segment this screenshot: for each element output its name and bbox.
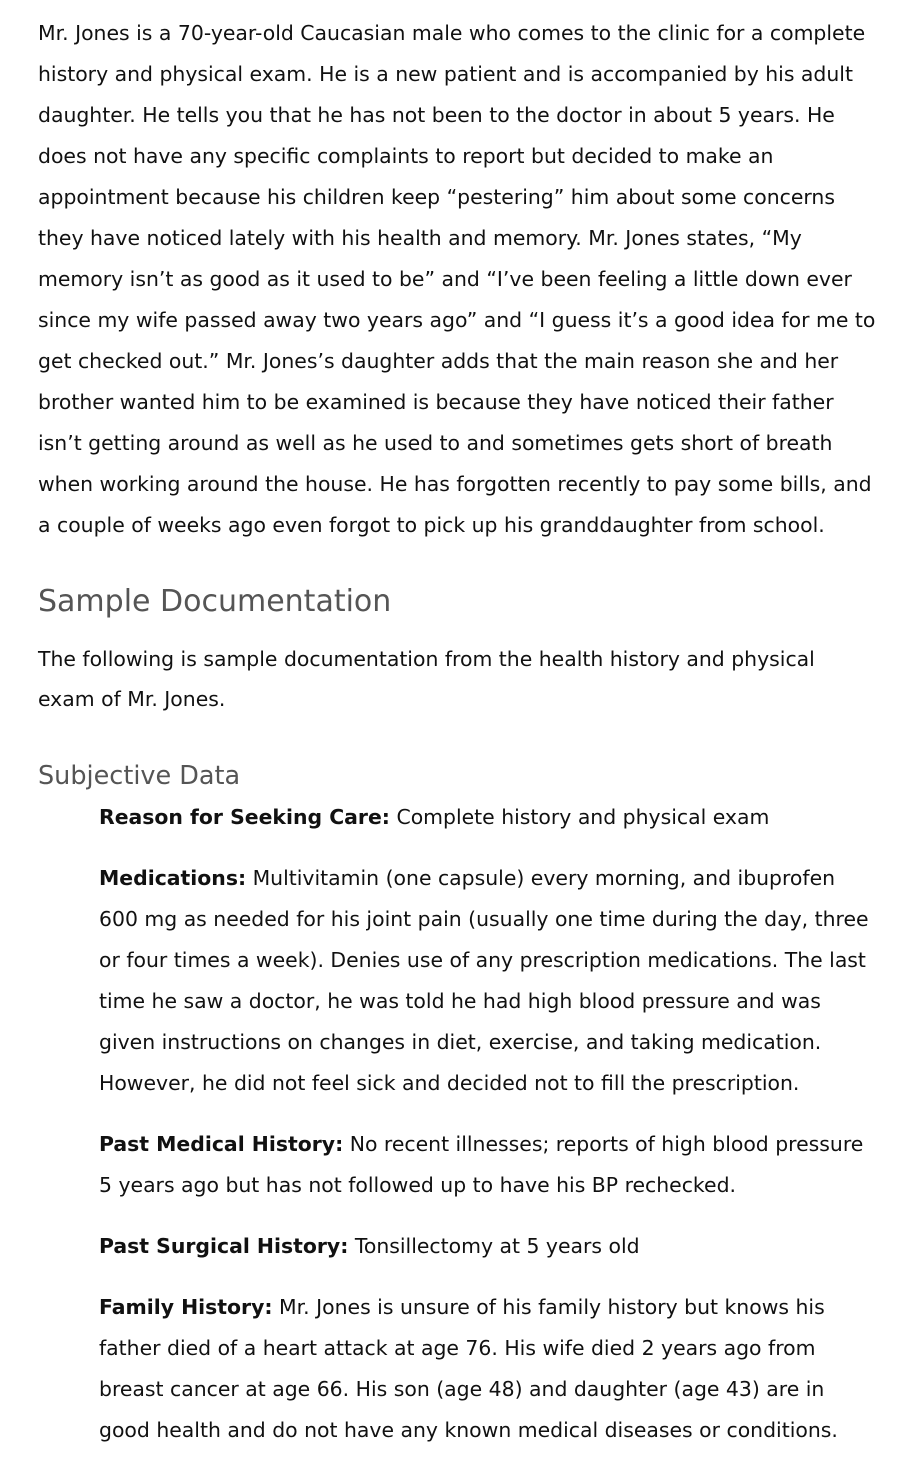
sample-documentation-heading: Sample Documentation <box>38 584 392 619</box>
entry-text: Multivitamin (one capsule) every morning, and ibuprofen 600 mg as needed for his joint pain (usually one time during the day, three or four times a week). Denies use of any prescription medications. The last time he saw a doctor, he was told he had high blood pressure and was given instructions on changes in diet, exercise, and taking medication. However, he did not feel sick and decided not to fill the prescription. <box>99 866 869 1095</box>
entry-past-surgical-history <box>99 1226 879 1267</box>
entry-label: Past Surgical History: <box>99 1234 349 1258</box>
entry-text: Tonsillectomy at 5 years old <box>348 1234 640 1258</box>
entry-text: Complete history and physical exam <box>389 805 770 829</box>
entry-label: Family History: <box>99 1295 273 1319</box>
intro-paragraph: Mr. Jones is a 70-year-old Caucasian male who comes to the clinic for a complete history and physical exam. He is a new patient and is accompanied by his adult daughter. He tells you that he has not been to the doctor in about 5 years. He does not have any specific complaints to report but decided to make an appointment because his children keep “pestering” him about some concerns they have noticed lately with his health and memory. Mr. Jones states, “My memory isn’t as good as it used to be” and “I’ve been feeling a little down ever since my wife passed away two years ago” and “I guess it’s a good idea for me to get checked out.” Mr. Jones’s daughter adds that the main reason she and her brother wanted him to be examined is because they have noticed their father isn’t getting around as well as he used to and sometimes gets short of breath when working around the house. He has forgotten recently to pay some bills, and a couple of weeks ago even forgot to pick up his granddaughter from school. <box>38 21 876 537</box>
entry-label: Medications: <box>99 866 247 890</box>
entry-reason-for-seeking-care <box>99 797 879 838</box>
sample-documentation-lead: The following is sample documentation from the health history and physical exam of Mr. Jones. <box>38 647 815 711</box>
entry-text: Mr. Jones is unsure of his family history but knows his father died of a heart attack at age 76. His wife died 2 years ago from breast cancer at age 66. His son (age 48) and daughter (age 43) are in good health and do not have any known medical diseases or conditions. <box>99 1295 838 1442</box>
entry-label: Past Medical History: <box>99 1132 344 1156</box>
subjective-data-heading: Subjective Data <box>38 761 241 791</box>
entry-label: Reason for Seeking Care: <box>99 805 390 829</box>
entry-family-history <box>99 1287 879 1451</box>
entry-past-medical-history <box>99 1124 879 1206</box>
entry-text: No recent illnesses; reports of high blood pressure 5 years ago but has not followed up to have his BP rechecked. <box>99 1132 864 1197</box>
subjective-entries <box>99 797 879 1451</box>
entry-medications <box>99 858 879 1104</box>
